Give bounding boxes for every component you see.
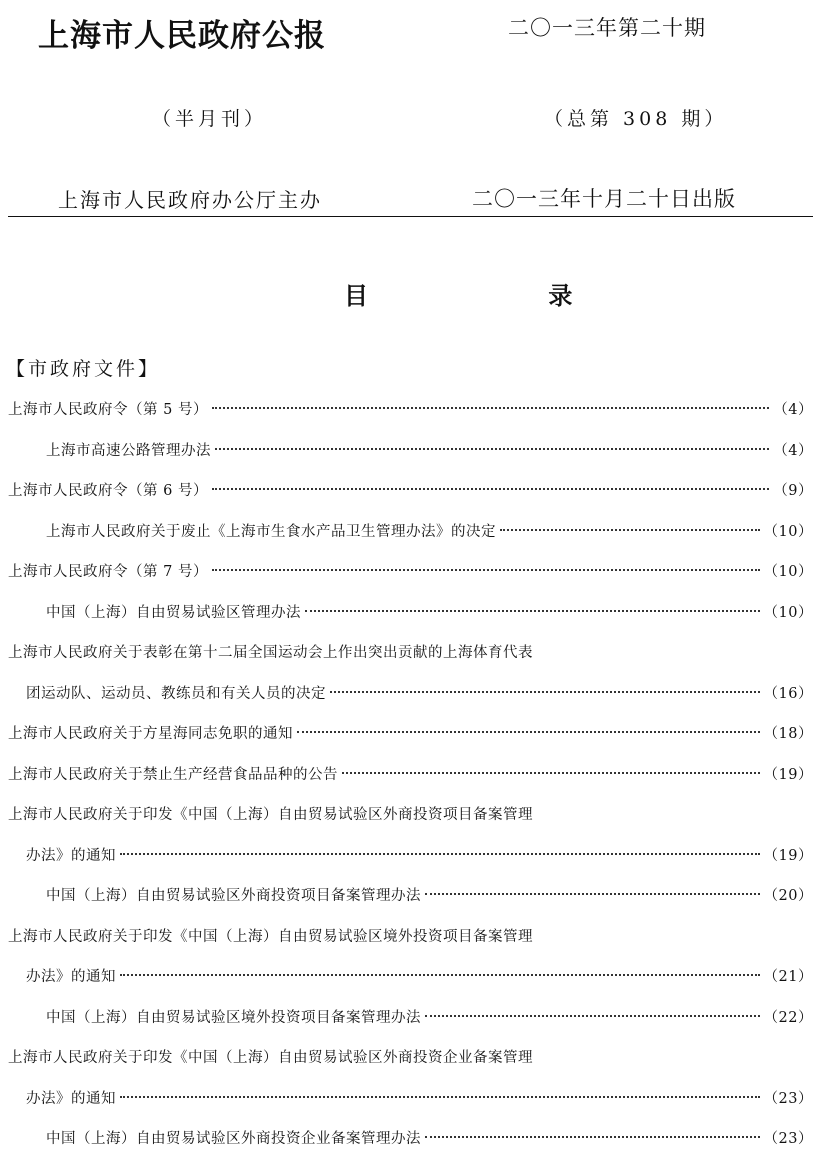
toc-entry[interactable] xyxy=(8,562,813,582)
toc-title: 目 录 xyxy=(344,282,659,310)
toc-entry-page: （10） xyxy=(763,524,813,540)
toc-entry-title: 上海市人民政府令（第 5 号） xyxy=(8,402,208,418)
frequency-label: （半月刊） xyxy=(152,108,268,130)
toc-entry-page: （23） xyxy=(763,1091,813,1107)
toc-entry[interactable] xyxy=(46,886,813,906)
toc-entry[interactable] xyxy=(8,400,813,420)
toc-entry[interactable] xyxy=(46,441,813,461)
toc-entry-title: 办法》的通知 xyxy=(26,969,116,985)
toc-entry[interactable] xyxy=(46,1129,813,1149)
toc-entry-title: 上海市人民政府关于禁止生产经营食品品种的公告 xyxy=(8,767,338,783)
toc-entry-title: 上海市人民政府关于方星海同志免职的通知 xyxy=(8,726,293,742)
toc-entry[interactable] xyxy=(26,1089,813,1109)
toc-entry[interactable] xyxy=(8,765,813,785)
toc-entry-page: （9） xyxy=(773,483,813,499)
dot-leader xyxy=(425,1136,760,1138)
toc-entry-page: （10） xyxy=(763,564,813,580)
issue-number: 二〇一三年第二十期 xyxy=(508,16,706,40)
dot-leader xyxy=(120,974,760,976)
toc-entry-title[interactable]: 上海市人民政府关于印发《中国（上海）自由贸易试验区外商投资企业备案管理 xyxy=(8,1050,533,1066)
toc-entry-page: （20） xyxy=(763,888,813,904)
toc-entry[interactable] xyxy=(46,603,813,623)
toc-entry-title: 中国（上海）自由贸易试验区外商投资项目备案管理办法 xyxy=(46,888,421,904)
publication-date: 二〇一三年十月二十日出版 xyxy=(472,187,736,211)
dot-leader xyxy=(212,569,760,571)
toc-entry-page: （22） xyxy=(763,1010,813,1026)
toc-entry-title: 中国（上海）自由贸易试验区管理办法 xyxy=(46,605,301,621)
toc-entry[interactable] xyxy=(46,1008,813,1028)
sponsor-label: 上海市人民政府办公厅主办 xyxy=(58,188,322,212)
toc-entry-title: 上海市高速公路管理办法 xyxy=(46,443,211,459)
toc-entry[interactable] xyxy=(26,967,813,987)
dot-leader xyxy=(330,691,760,693)
dot-leader xyxy=(212,488,769,490)
publication-title: 上海市人民政府公报 xyxy=(38,18,326,54)
header-divider xyxy=(8,216,813,217)
toc-entry-title: 办法》的通知 xyxy=(26,1091,116,1107)
toc-entry-page: （19） xyxy=(763,848,813,864)
toc-entry-title: 中国（上海）自由贸易试验区外商投资企业备案管理办法 xyxy=(46,1131,421,1147)
dot-leader xyxy=(500,529,760,531)
toc-entry[interactable] xyxy=(8,724,813,744)
toc-entry-title[interactable]: 上海市人民政府关于印发《中国（上海）自由贸易试验区境外投资项目备案管理 xyxy=(8,929,533,945)
dot-leader xyxy=(215,448,769,450)
toc-entry-page: （23） xyxy=(763,1131,813,1147)
toc-entry-page: （4） xyxy=(773,443,813,459)
dot-leader xyxy=(425,1015,760,1017)
toc-entry-title: 办法》的通知 xyxy=(26,848,116,864)
toc-entry-page: （21） xyxy=(763,969,813,985)
toc-entry[interactable] xyxy=(8,481,813,501)
toc-entry[interactable] xyxy=(26,846,813,866)
total-issue-label: （总第 308 期） xyxy=(544,108,728,130)
toc-entry-title: 中国（上海）自由贸易试验区境外投资项目备案管理办法 xyxy=(46,1010,421,1026)
toc-entry-title[interactable]: 上海市人民政府关于印发《中国（上海）自由贸易试验区外商投资项目备案管理 xyxy=(8,807,533,823)
toc-entry[interactable] xyxy=(26,684,813,704)
toc-entry-title: 上海市人民政府令（第 6 号） xyxy=(8,483,208,499)
dot-leader xyxy=(120,853,760,855)
toc-entry-page: （10） xyxy=(763,605,813,621)
toc-entry-title: 团运动队、运动员、教练员和有关人员的决定 xyxy=(26,686,326,702)
toc-entry-title: 上海市人民政府令（第 7 号） xyxy=(8,564,208,580)
dot-leader xyxy=(425,893,760,895)
dot-leader xyxy=(212,407,769,409)
dot-leader xyxy=(297,731,760,733)
toc-entry-page: （4） xyxy=(773,402,813,418)
toc-entry-page: （16） xyxy=(763,686,813,702)
toc-entry-title: 上海市人民政府关于废止《上海市生食水产品卫生管理办法》的决定 xyxy=(46,524,496,540)
dot-leader xyxy=(305,610,760,612)
toc-entry-title[interactable]: 上海市人民政府关于表彰在第十二届全国运动会上作出突出贡献的上海体育代表 xyxy=(8,645,533,661)
dot-leader xyxy=(120,1096,760,1098)
section-heading: 【市政府文件】 xyxy=(6,358,161,380)
toc-entry[interactable] xyxy=(46,522,813,542)
toc-entry-page: （19） xyxy=(763,767,813,783)
dot-leader xyxy=(342,772,760,774)
toc-entry-page: （18） xyxy=(763,726,813,742)
